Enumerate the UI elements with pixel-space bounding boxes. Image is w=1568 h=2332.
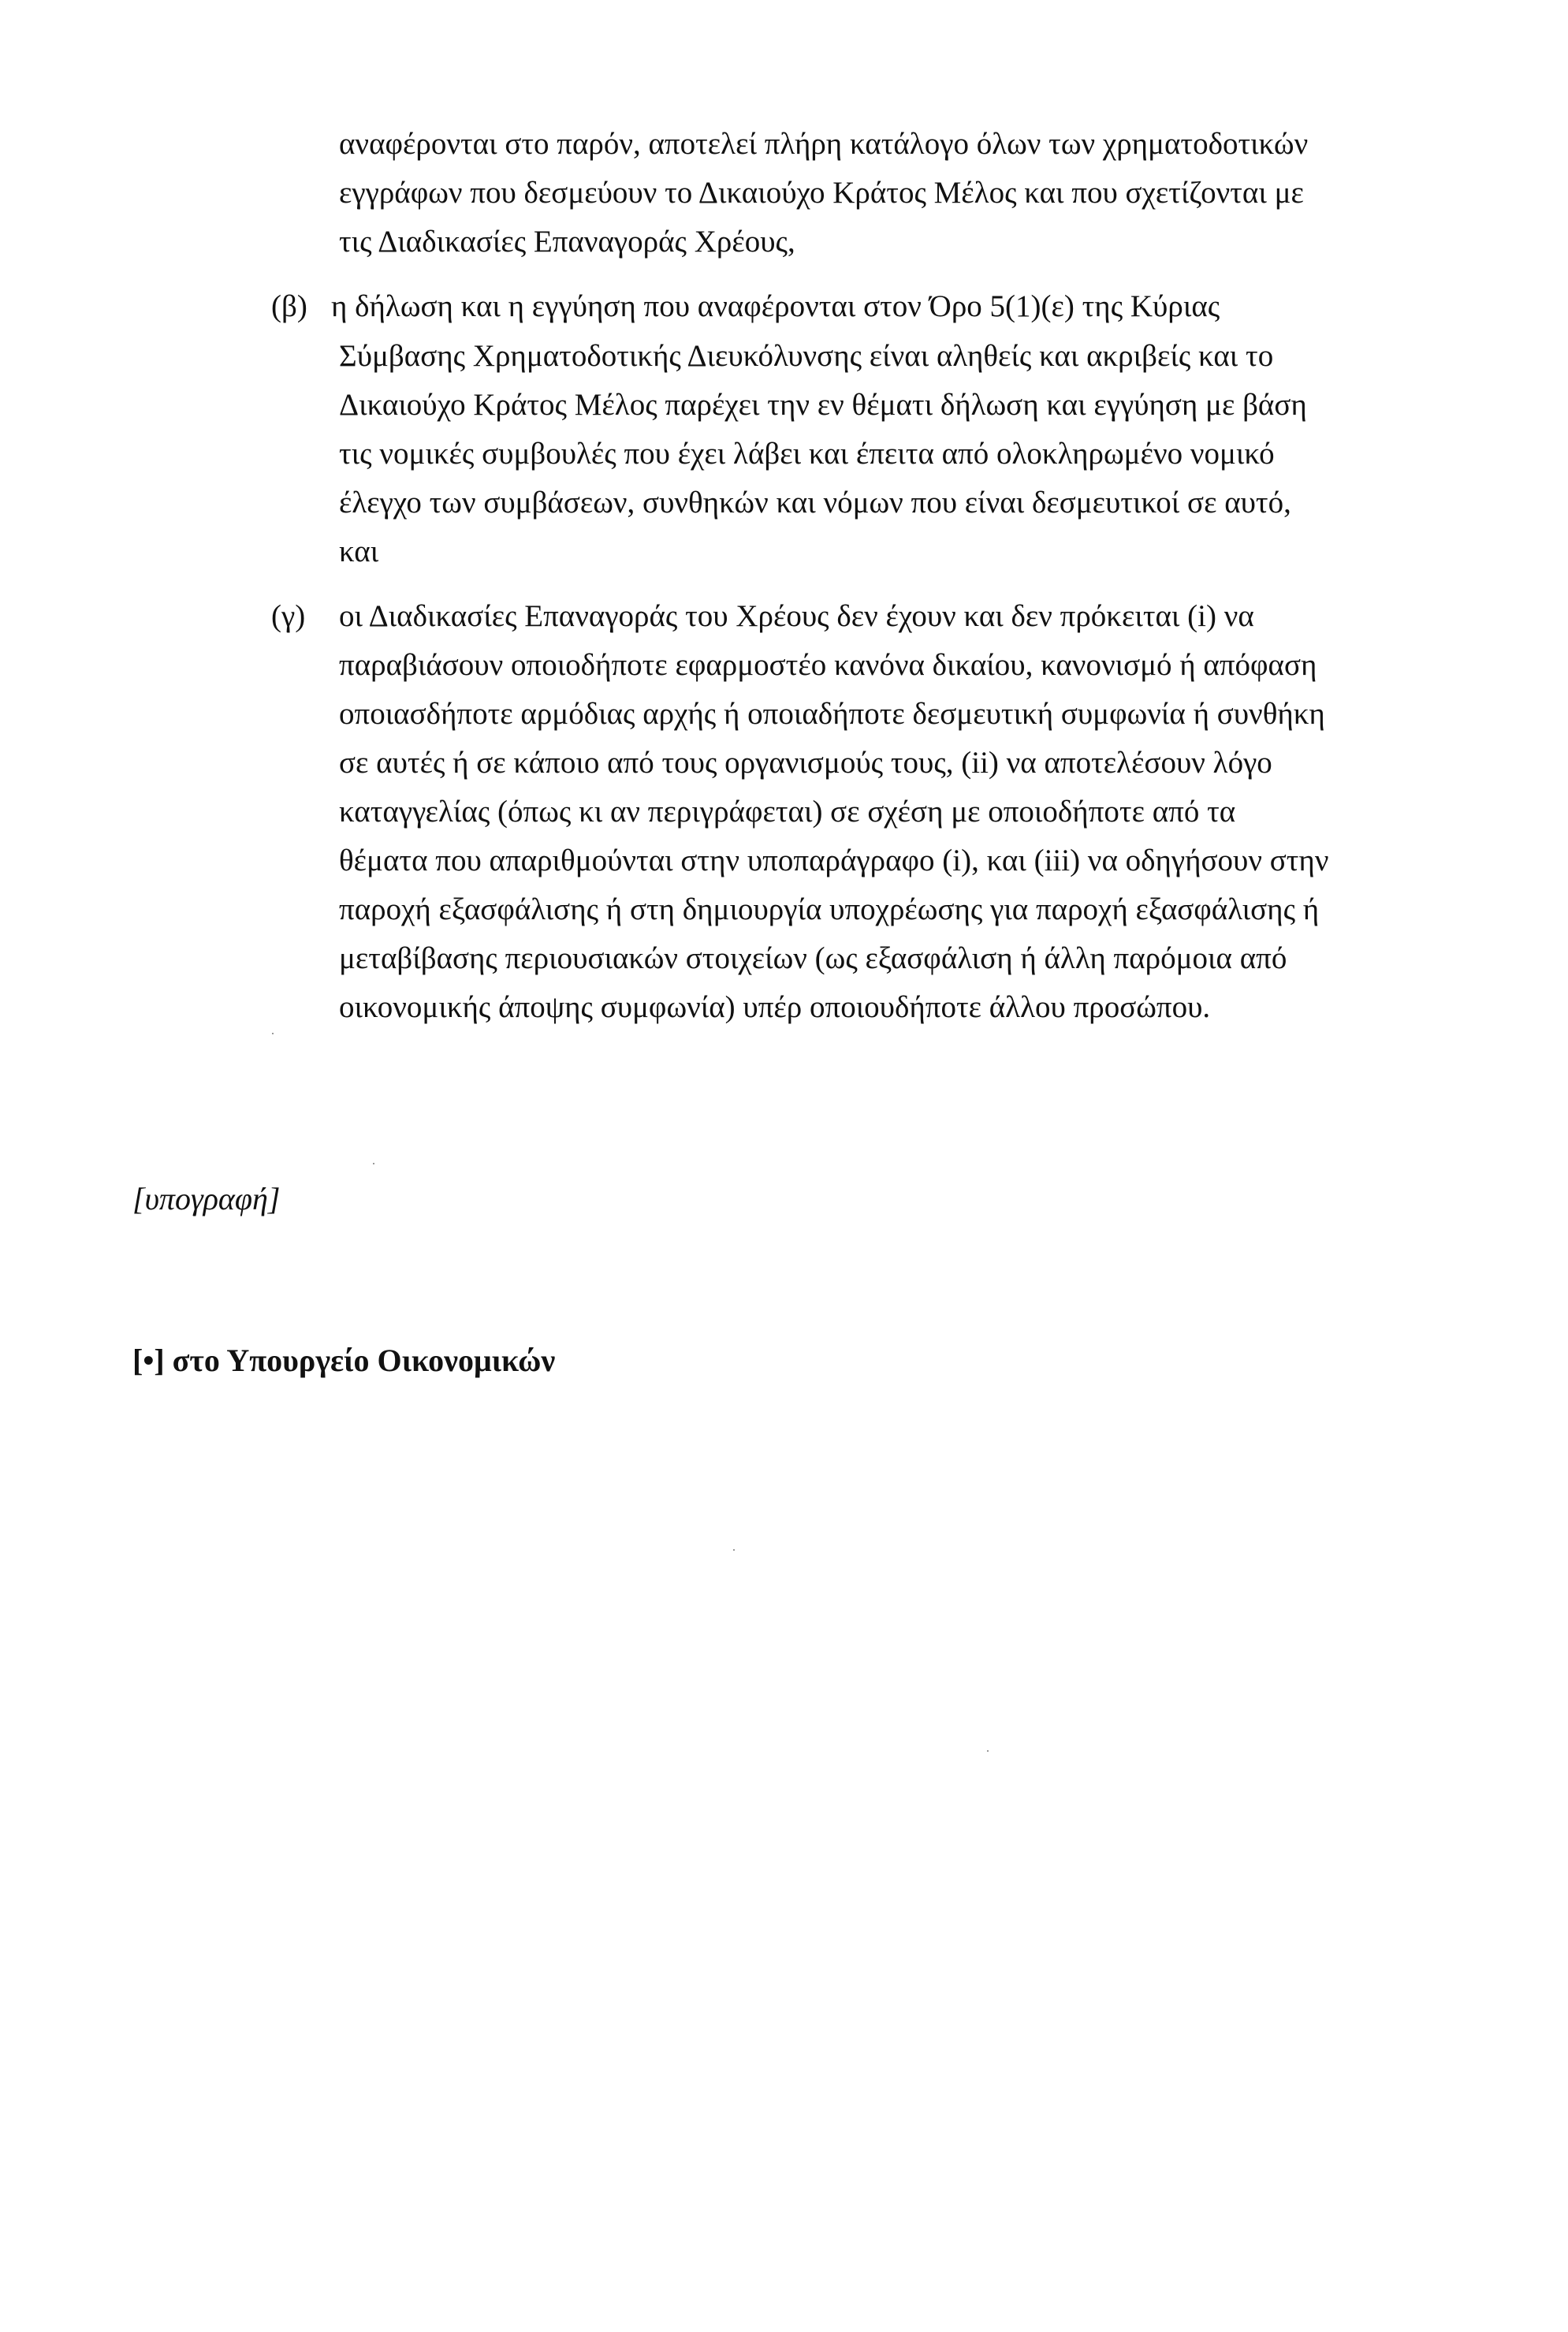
- text-line: τις Διαδικασίες Επαναγοράς Χρέους,: [339, 225, 795, 259]
- text-line: παραβιάσουν οποιοδήποτε εφαρμοστέο κανόνα δικαίου, κανονισμό ή απόφαση: [339, 648, 1317, 682]
- scan-speck: [733, 1549, 735, 1551]
- text-line: θέματα που απαριθμούνται στην υποπαράγραφο (i), και (iii) να οδηγήσουν στην: [339, 844, 1329, 877]
- scan-speck: [987, 1750, 989, 1752]
- text-line: καταγγελίας (όπως κι αν περιγράφεται) σε σχέση με οποιοδήποτε από τα: [339, 795, 1236, 829]
- text-line: έλεγχο των συμβάσεων, συνθηκών και νόμων που είναι δεσμευτικοί σε αυτό,: [339, 486, 1291, 520]
- text-line: μεταβίβασης περιουσιακών στοιχείων (ως εξασφάλιση ή άλλη παρόμοια από: [339, 941, 1287, 975]
- text-line: οικονομικής άποψης συμφωνία) υπέρ οποιουδήποτε άλλου προσώπου.: [339, 990, 1211, 1024]
- text-line: εγγράφων που δεσμεύουν το Δικαιούχο Κράτος Μέλος και που σχετίζονται με: [339, 176, 1304, 210]
- text-line: παροχή εξασφάλισης ή στη δημιουργία υποχρέωσης για παροχή εξασφάλισης ή: [339, 892, 1320, 926]
- text-line: η δήλωση και η εγγύηση που αναφέρονται στον Όρο 5(1)(ε) της Κύριας: [331, 289, 1220, 323]
- item-b-label: (β): [271, 289, 307, 323]
- item-c-label: (γ): [271, 599, 306, 633]
- text-line: αναφέρονται στο παρόν, αποτελεί πλήρη κατάλογο όλων των χρηματοδοτικών: [339, 127, 1309, 161]
- signature-placeholder: [υπογραφή]: [132, 1181, 281, 1216]
- text-line: και: [339, 535, 379, 568]
- text-line: οι Διαδικασίες Επαναγοράς του Χρέους δεν έχουν και δεν πρόκειται (i) να: [339, 599, 1254, 633]
- scan-speck: [272, 1033, 274, 1034]
- ministry-line: [•] στο Υπουργείο Οικονομικών: [132, 1343, 556, 1378]
- text-line: Σύμβασης Χρηματοδοτικής Διευκόλυνσης είναι αληθείς και ακριβείς και το: [339, 339, 1274, 373]
- text-line: οποιασδήποτε αρμόδιας αρχής ή οποιαδήποτε δεσμευτική συμφωνία ή συνθήκη: [339, 697, 1325, 731]
- text-line: Δικαιούχο Κράτος Μέλος παρέχει την εν θέματι δήλωση και εγγύηση με βάση: [339, 388, 1307, 422]
- text-line: σε αυτές ή σε κάποιο από τους οργανισμούς τους, (ii) να αποτελέσουν λόγο: [339, 746, 1272, 780]
- scan-speck: [373, 1163, 374, 1164]
- text-line: τις νομικές συμβουλές που έχει λάβει και έπειτα από ολοκληρωμένο νομικό: [339, 437, 1275, 471]
